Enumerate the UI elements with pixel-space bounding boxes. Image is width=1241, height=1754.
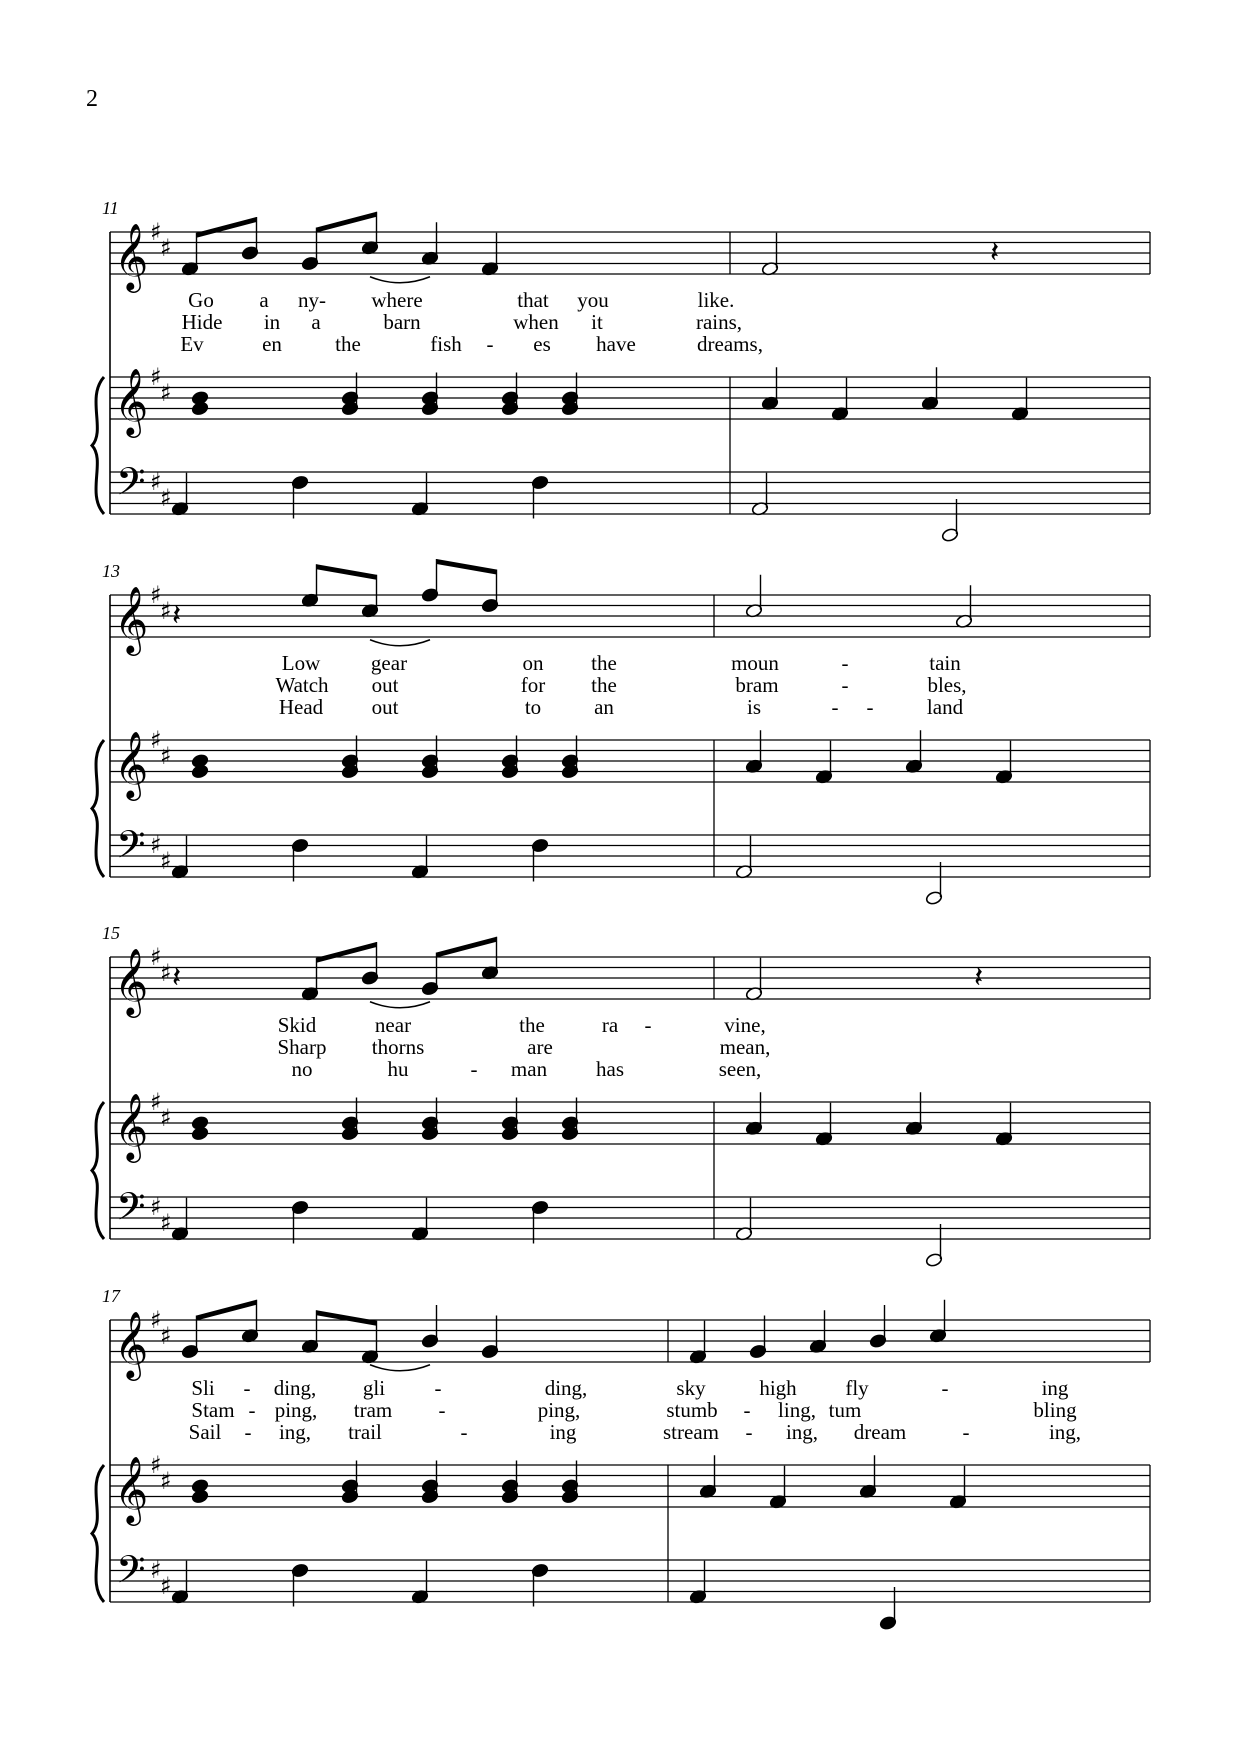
lyric-syllable: - (941, 1376, 949, 1400)
beam (197, 217, 257, 238)
lyric-syllable: stumb (666, 1398, 718, 1422)
lyric-syllable: Skid (277, 1013, 317, 1037)
lyric-syllable: are (527, 1035, 553, 1059)
lyric-syllable: has (596, 1057, 624, 1081)
lyric-syllable: ping, (274, 1398, 318, 1422)
treble-clef-icon: 𝄞 (114, 730, 149, 798)
lyric-syllable: is (746, 695, 762, 719)
lyric-syllable: out (371, 673, 399, 697)
lyric-syllable: Head (278, 695, 324, 719)
lyric-syllable: moun (731, 651, 779, 675)
lyric-syllable: - (248, 1398, 256, 1422)
lyric-syllable: an (594, 695, 614, 719)
lyric-syllable: ing (549, 1420, 577, 1444)
treble-clef-icon: 𝄞 (114, 1092, 149, 1160)
page-number: 2 (86, 86, 98, 112)
lyric-syllable: - (244, 1420, 252, 1444)
lyric-syllable: in (263, 310, 281, 334)
lyric-syllable: Hide (181, 310, 223, 334)
lyric-syllable: es (533, 332, 551, 356)
lyric-syllable: fly (845, 1376, 869, 1400)
lyric-syllable: the (519, 1013, 545, 1037)
lyric-syllable: - (438, 1398, 446, 1422)
sharp-icon: ♯ (160, 959, 172, 987)
notehead (191, 753, 209, 768)
lyric-syllable: you (577, 288, 609, 312)
sharp-icon: ♯ (150, 218, 162, 246)
lyric-syllable: Sharp (277, 1035, 327, 1059)
bass-clef-icon: 𝄢 (116, 459, 146, 513)
lyric-syllable: ding, (273, 1376, 317, 1400)
sharp-icon: ♯ (160, 484, 172, 512)
lyric-syllable: ny- (298, 288, 326, 312)
sharp-icon: ♯ (150, 1451, 162, 1479)
lyric-syllable: en (262, 332, 282, 356)
lyric-syllable: high (759, 1376, 797, 1400)
lyric-syllable: ding, (544, 1376, 588, 1400)
treble-clef-icon: 𝄞 (114, 367, 149, 435)
lyric-syllable: ing (1041, 1376, 1069, 1400)
treble-clef-icon: 𝄞 (114, 947, 149, 1015)
lyric-syllable: Low (281, 651, 321, 675)
lyric-syllable: Watch (275, 673, 329, 697)
lyric-syllable: Sli (191, 1376, 215, 1400)
lyric-syllable: a (259, 288, 269, 312)
notehead (191, 1115, 209, 1130)
brace (92, 1102, 104, 1239)
notehead (191, 1478, 209, 1493)
lyric-syllable: land (926, 695, 964, 719)
lyric-syllable: tain (929, 651, 961, 675)
beam (317, 564, 377, 580)
sharp-icon: ♯ (160, 1209, 172, 1237)
sharp-icon: ♯ (160, 234, 172, 262)
lyric-syllable: - (743, 1398, 751, 1422)
lyric-syllable: - (470, 1057, 478, 1081)
sharp-icon: ♯ (160, 379, 172, 407)
lyric-syllable: bling (1033, 1398, 1077, 1422)
sharp-icon: ♯ (150, 831, 162, 859)
beam (317, 942, 377, 963)
lyric-syllable: on (522, 651, 544, 675)
bass-clef-icon: 𝄢 (116, 1184, 146, 1238)
measure-number: 15 (102, 923, 120, 943)
lyric-syllable: - (866, 695, 874, 719)
beam (437, 937, 497, 958)
treble-clef-icon: 𝄞 (114, 1455, 149, 1523)
quarter-rest-icon: 𝄽 (172, 598, 182, 633)
lyric-syllable: when (513, 310, 559, 334)
quarter-rest-icon: 𝄽 (974, 960, 984, 995)
sharp-icon: ♯ (150, 468, 162, 496)
beam (437, 559, 497, 575)
lyric-syllable: it (591, 310, 603, 334)
lyric-syllable: gli (362, 1376, 386, 1400)
lyric-syllable: Stam (191, 1398, 235, 1422)
lyric-syllable: tum (828, 1398, 862, 1422)
lyric-syllable: - (841, 673, 849, 697)
sharp-icon: ♯ (160, 742, 172, 770)
lyric-syllable: that (517, 288, 549, 312)
lyric-syllable: stream (663, 1420, 719, 1444)
lyric-syllable: - (962, 1420, 970, 1444)
sharp-icon: ♯ (150, 363, 162, 391)
treble-clef-icon: 𝄞 (114, 585, 149, 653)
lyric-syllable: Go (188, 288, 214, 312)
lyric-syllable: man (510, 1057, 548, 1081)
lyric-syllable: bles, (927, 673, 967, 697)
beam (317, 1310, 377, 1326)
brace (92, 740, 104, 877)
lyric-syllable: the (591, 673, 617, 697)
lyric-syllable: for (520, 673, 546, 697)
lyric-syllable: ing, (278, 1420, 312, 1444)
bass-clef-icon: 𝄢 (116, 1547, 146, 1601)
sharp-icon: ♯ (160, 1467, 172, 1495)
sharp-icon: ♯ (160, 1572, 172, 1600)
sharp-icon: ♯ (150, 1193, 162, 1221)
brace (92, 1465, 104, 1602)
lyric-syllable: - (486, 332, 494, 356)
lyric-syllable: near (374, 1013, 412, 1037)
lyric-syllable: - (434, 1376, 442, 1400)
lyric-syllable: Sail (188, 1420, 222, 1444)
sharp-icon: ♯ (150, 726, 162, 754)
bass-clef-icon: 𝄢 (116, 822, 146, 876)
lyric-syllable: where (371, 288, 423, 312)
lyric-syllable: gear (370, 651, 408, 675)
sharp-icon: ♯ (150, 1556, 162, 1584)
tie (370, 277, 430, 283)
lyric-syllable: - (243, 1376, 251, 1400)
lyric-syllable: ing, (1048, 1420, 1082, 1444)
lyric-syllable: the (591, 651, 617, 675)
lyric-syllable: no (291, 1057, 313, 1081)
lyric-syllable: bram (735, 673, 779, 697)
measure-number: 13 (102, 561, 120, 581)
lyric-syllable: out (371, 695, 399, 719)
lyric-syllable: have (596, 332, 636, 356)
lyric-syllable: - (841, 651, 849, 675)
lyric-syllable: Ev (180, 332, 204, 356)
measure-number: 11 (102, 198, 119, 218)
lyric-syllable: ling, (778, 1398, 816, 1422)
lyric-syllable: sky (676, 1376, 706, 1400)
lyric-syllable: a (311, 310, 321, 334)
lyric-syllable: fish (430, 332, 462, 356)
sharp-icon: ♯ (150, 943, 162, 971)
lyric-syllable: - (460, 1420, 468, 1444)
lyric-syllable: thorns (371, 1035, 425, 1059)
lyric-syllable: rains, (695, 310, 743, 334)
quarter-rest-icon: 𝄽 (990, 235, 1000, 270)
lyric-syllable: ing, (785, 1420, 819, 1444)
beam (197, 1300, 257, 1321)
tie (370, 1365, 430, 1371)
lyric-syllable: ping, (537, 1398, 581, 1422)
treble-clef-icon: 𝄞 (114, 222, 149, 290)
lyric-syllable: barn (383, 310, 421, 334)
sharp-icon: ♯ (160, 1322, 172, 1350)
measure-number: 17 (102, 1286, 120, 1306)
notehead (191, 390, 209, 405)
lyric-syllable: vine, (724, 1013, 766, 1037)
sharp-icon: ♯ (150, 1088, 162, 1116)
lyric-syllable: seen, (718, 1057, 762, 1081)
lyric-syllable: ra (601, 1013, 619, 1037)
lyric-syllable: - (745, 1420, 753, 1444)
beam (317, 212, 377, 233)
lyric-syllable: trail (348, 1420, 382, 1444)
lyric-syllable: mean, (719, 1035, 771, 1059)
tie (370, 640, 430, 646)
lyric-syllable: the (335, 332, 361, 356)
quarter-rest-icon: 𝄽 (172, 960, 182, 995)
lyric-syllable: tram (353, 1398, 393, 1422)
treble-clef-icon: 𝄞 (114, 1310, 149, 1378)
lyric-syllable: to (524, 695, 542, 719)
sharp-icon: ♯ (150, 581, 162, 609)
sharp-icon: ♯ (160, 1104, 172, 1132)
lyric-syllable: dream (853, 1420, 907, 1444)
sharp-icon: ♯ (150, 1306, 162, 1334)
sharp-icon: ♯ (160, 847, 172, 875)
brace (92, 377, 104, 514)
lyric-syllable: dreams, (697, 332, 763, 356)
lyric-syllable: - (831, 695, 839, 719)
lyric-syllable: - (644, 1013, 652, 1037)
sharp-icon: ♯ (160, 597, 172, 625)
tie (370, 1002, 430, 1008)
lyric-syllable: hu (387, 1057, 409, 1081)
lyric-syllable: like. (697, 288, 735, 312)
